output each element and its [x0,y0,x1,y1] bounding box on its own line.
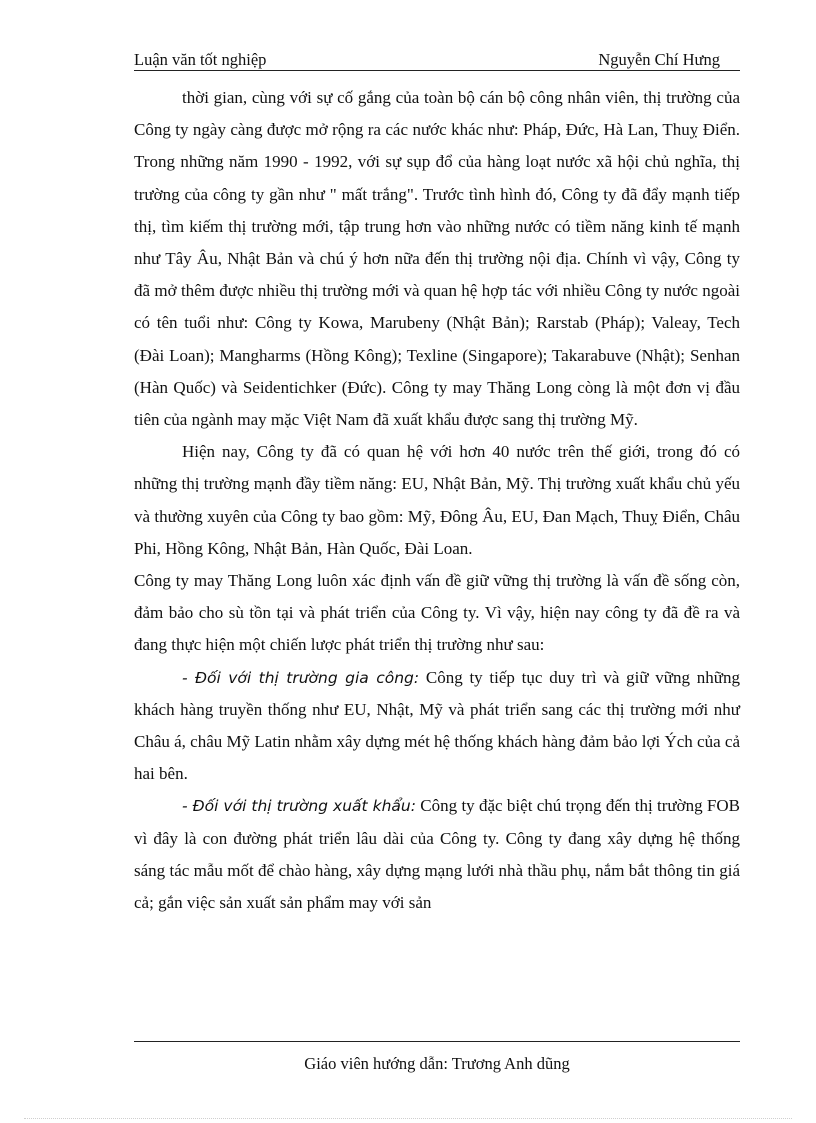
paragraph-5-text: Công ty đặc biệt chú trọng đến thị trường FOB vì đây là con đường phát triển lâu dài của Công ty. Công ty đang xây dựng hệ thống sáng tác mẫu mốt để chào hàng, xây dựng mạng lưới nhà thầu phụ, nắm bắt thông tin giá cả; gắn việc sản xuất sản phẩm may với sản [134,796,740,913]
paragraph-4-heading: - Đối với thị trường gia công: [182,668,420,687]
header-author: Nguyễn Chí Hưng [598,50,720,69]
paragraph-1: thời gian, cùng với sự cố gắng của toàn bộ cán bộ công nhân viên, thị trường của Công ty ngày càng được mở rộng ra các nước khác như: Pháp, Đức, Hà Lan, Thuỵ Điển. Trong những năm 1990 - 1992, với sự sụp đổ của hàng loạt nước xã hội chủ nghĩa, thị trường của công ty gần như " mất trắng". Trước tình hình đó, Công ty đã đẩy mạnh tiếp thị, tìm kiếm thị trường mới, tập trung hơn vào những nước có tiềm năng kinh tế mạnh như Tây Âu, Nhật Bản và chú ý hơn nữa đến thị trường nội địa. Chính vì vậy, Công ty đã mở thêm được nhiều thị trường mới và quan hệ hợp tác với nhiều Công ty nước ngoài có tên tuổi như: Công ty Kowa, Marubeny (Nhật Bản); Rarstab (Pháp); Valeay, Tech (Đài Loan); Mangharms (Hồng Kông); Texline (Singapore); Takarabuve (Nhật); Senhan (Hàn Quốc) và Seidentichker (Đức). Công ty may Thăng Long còng là một đơn vị đầu tiên của ngành may mặc Việt Nam đã xuất khẩu được sang thị trường Mỹ. [134,88,740,430]
page-footer [134,1041,740,1074]
page-bottom-divider [24,1118,792,1119]
paragraph-3: Công ty may Thăng Long luôn xác định vấn đề giữ vững thị trường là vấn đề sống còn, đảm bảo cho sù tồn tại và phát triển của Công ty. Vì vậy, hiện nay công ty đã đề ra và đang thực hiện một chiến lược phát triển thị trường như sau: [134,571,740,655]
footer-supervisor: Giáo viên hướng dẫn: Trương Anh dũng [304,1054,570,1073]
page-header [134,48,740,71]
paragraph-5 [134,790,740,919]
paragraph-4-text: Công ty tiếp tục duy trì và giữ vững những khách hàng truyền thống như EU, Nhật, Mỹ và phát triển sang các thị trường mới như Châu á, châu Mỹ Latin nhằm xây dựng mét hệ thống khách hàng đảm bảo lợi Ých của cả hai bên. [134,667,740,784]
paragraph-5-heading: - Đối với thị trường xuất khẩu: [182,797,416,816]
document-body [134,82,740,919]
paragraph-2: Hiện nay, Công ty đã có quan hệ với hơn 40 nước trên thế giới, trong đó có những thị trường mạnh đầy tiềm năng: EU, Nhật Bản, Mỹ. Thị trường xuất khẩu chủ yếu và thường xuyên của Công ty bao gồm: Mỹ, Đông Âu, EU, Đan Mạch, Thuỵ Điển, Châu Phi, Hồng Kông, Nhật Bản, Hàn Quốc, Đài Loan. [134,442,740,558]
paragraph-4 [134,662,740,791]
header-title: Luận văn tốt nghiệp [134,50,267,69]
